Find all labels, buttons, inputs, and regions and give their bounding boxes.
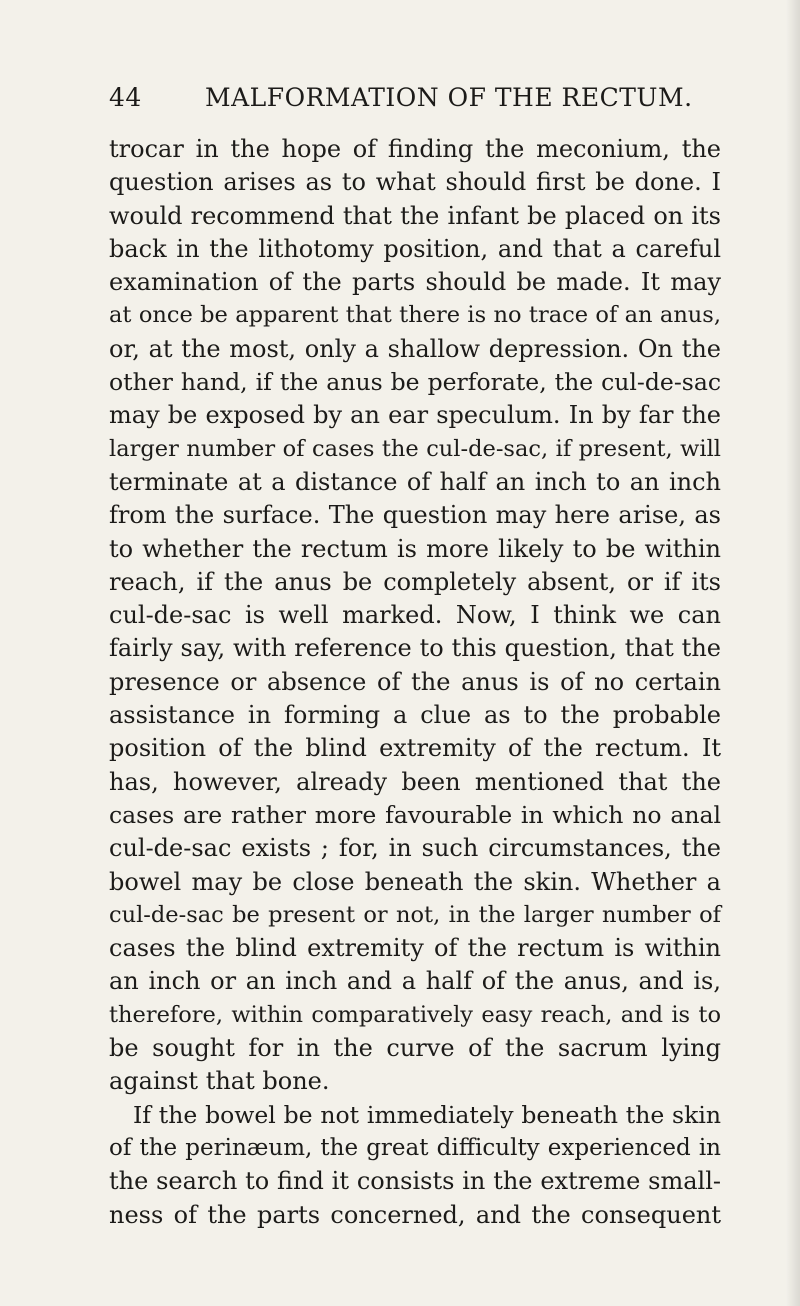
text-line: terminate at a distance of half an inch to an inch (109, 467, 721, 496)
text-line: reach, if the anus be completely absent, or if its (109, 567, 721, 596)
text-line: an inch or an inch and a half of the anus, and is, (109, 967, 721, 996)
text-line: other hand, if the anus be perforate, the cul-de-sac (109, 368, 721, 397)
text-line: examination of the parts should be made. It may (109, 268, 721, 297)
text-line: back in the lithotomy position, and that a careful (109, 234, 721, 263)
text-line: at once be apparent that there is no trace of an anus, (109, 302, 721, 329)
text-line: from the surface. The question may here arise, as (109, 501, 721, 530)
text-line: cul-de-sac exists ; for, in such circumstances, the (109, 834, 721, 863)
text-line: cul-de-sac is well marked. Now, I think we can (109, 601, 721, 630)
text-line: fairly say, with reference to this question, that the (109, 634, 721, 663)
running-title: MALFORMATION OF THE RECTUM. (205, 83, 693, 112)
text-line: ness of the parts concerned, and the consequent (109, 1200, 721, 1229)
text-line: larger number of cases the cul-de-sac, if present, will (109, 435, 721, 462)
text-line-paragraph-end: against that bone. (109, 1067, 330, 1096)
text-line: be sought for in the curve of the sacrum lying (109, 1034, 721, 1063)
text-line: assistance in forming a clue as to the probable (109, 701, 721, 730)
page-number: 44 (109, 83, 142, 112)
page-edge-shadow (786, 0, 800, 1306)
text-line-paragraph-start: If the bowel be not immediately beneath the skin (133, 1100, 721, 1129)
text-line: trocar in the hope of finding the meconium, the (109, 135, 721, 163)
body-text (109, 133, 721, 1232)
text-line: presence or absence of the anus is of no certain (109, 667, 721, 696)
text-line: cul-de-sac be present or not, in the larger number of (109, 901, 721, 928)
text-line: may be exposed by an ear speculum. In by far the (109, 401, 721, 430)
text-line: cases are rather more favourable in which no anal (109, 800, 721, 829)
text-line: to whether the rectum is more likely to be within (109, 534, 721, 563)
text-line: the search to find it consists in the extreme small- (109, 1167, 721, 1196)
text-line: of the perinæum, the great difficulty experienced in (109, 1134, 721, 1161)
page-header (109, 80, 693, 116)
text-line: or, at the most, only a shallow depression. On the (109, 334, 721, 363)
text-line: cases the blind extremity of the rectum is within (109, 934, 721, 963)
text-line: question arises as to what should first be done. I (109, 168, 721, 197)
text-line: therefore, within comparatively easy reach, and is to (109, 1001, 721, 1028)
text-line: would recommend that the infant be placed on its (109, 201, 721, 230)
text-line: bowel may be close beneath the skin. Whether a (109, 867, 721, 896)
text-line: has, however, already been mentioned that the (109, 767, 721, 796)
text-line: position of the blind extremity of the rectum. It (109, 734, 721, 763)
